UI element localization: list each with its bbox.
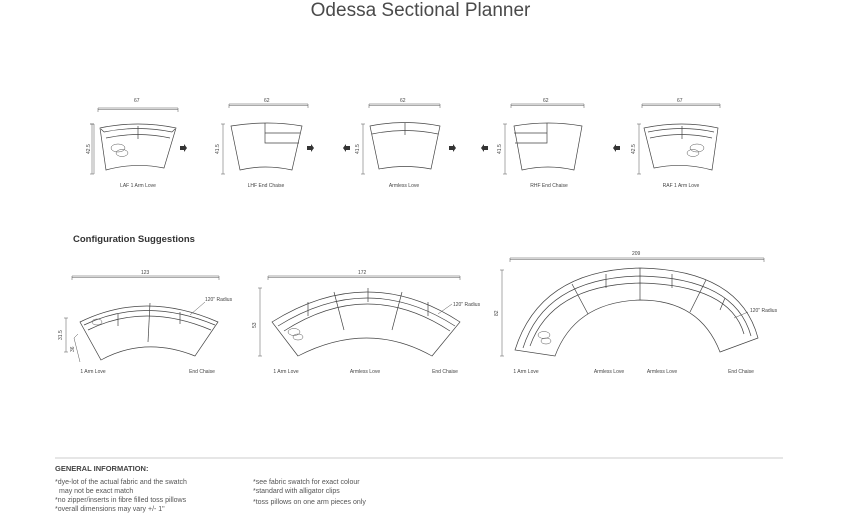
page-title: Odessa Sectional Planner [310, 0, 531, 21]
piece-5-label: RAF 1 Arm Love [662, 183, 700, 189]
config-2-drawing [258, 276, 460, 356]
info-line: *dye-lot of the actual fabric and the swatch [55, 479, 187, 486]
info-line: *standard with alligator clips [253, 488, 340, 495]
piece-4-width: 62 [543, 98, 549, 104]
config-3-label-1: 1 Arm Love [513, 369, 539, 375]
configuration-heading: Configuration Suggestions [73, 234, 195, 245]
arrow-icons [180, 144, 620, 152]
config-1-label-2: End Chaise [189, 369, 215, 375]
arrow-right-icon [180, 144, 187, 152]
config-1-drawing [64, 276, 219, 362]
config-2-label-2: Armless Love [349, 369, 381, 375]
arrow-left-icon [613, 144, 620, 152]
piece-5-depth: 42.5 [631, 144, 637, 154]
piece-5-width: 67 [677, 98, 683, 104]
config-1-depth: 36 [70, 346, 76, 352]
general-info-right [253, 478, 366, 507]
info-line: may not be exact match [59, 488, 134, 495]
piece-2-depth: 41.5 [215, 144, 221, 154]
config-2-radius: 120" Radius [453, 302, 481, 308]
piece-1-depth: 42.5 [86, 144, 92, 154]
info-line: *overall dimensions may vary +/- 1" [55, 506, 165, 513]
piece-lhf-end-chaise [221, 104, 308, 174]
arrow-right-icon [449, 144, 456, 152]
info-line: *no zipper/inserts in fibre filled toss pillows [55, 497, 187, 504]
piece-1-label: LAF 1 Arm Love [120, 183, 156, 189]
config-2-label-1: 1 Arm Love [273, 369, 299, 375]
piece-armless-love [361, 104, 440, 174]
piece-2-width: 62 [264, 98, 270, 104]
general-info-heading: GENERAL INFORMATION: [55, 464, 149, 473]
piece-3-width: 62 [400, 98, 406, 104]
config-1-height: 31.5 [58, 330, 64, 340]
piece-laf-1-arm-love [90, 108, 178, 174]
arrow-left-icon [343, 144, 350, 152]
config-2-width: 172 [358, 270, 367, 276]
config-1-radius: 120" Radius [205, 297, 233, 303]
config-3-width: 209 [632, 251, 641, 257]
config-3-label-4: End Chaise [728, 369, 754, 375]
piece-4-label: RHF End Chaise [530, 183, 568, 189]
config-2-label-3: End Chaise [432, 369, 458, 375]
config-3-drawing [500, 258, 764, 356]
piece-4-depth: 41.5 [497, 144, 503, 154]
piece-3-label: Armless Love [388, 183, 420, 189]
info-line: *see fabric swatch for exact colour [253, 479, 360, 486]
info-line: *toss pillows on one arm pieces only [253, 499, 366, 506]
general-info-left [55, 478, 187, 514]
piece-rhf-end-chaise [503, 104, 584, 174]
piece-3-depth: 41.5 [355, 144, 361, 154]
piece-1-width: 67 [134, 98, 140, 104]
arrow-left-icon [481, 144, 488, 152]
config-1-label-1: 1 Arm Love [80, 369, 106, 375]
config-2-height: 53 [252, 322, 258, 328]
config-3-radius: 120" Radius [750, 308, 778, 314]
piece-raf-1-arm-love [637, 104, 720, 174]
config-3-label-2: Armless Love [593, 369, 625, 375]
config-1-width: 123 [141, 270, 150, 276]
config-3-label-3: Armless Love [646, 369, 678, 375]
arrow-right-icon [307, 144, 314, 152]
config-3-height: 82 [494, 310, 500, 316]
piece-2-label: LHF End Chaise [247, 183, 285, 189]
